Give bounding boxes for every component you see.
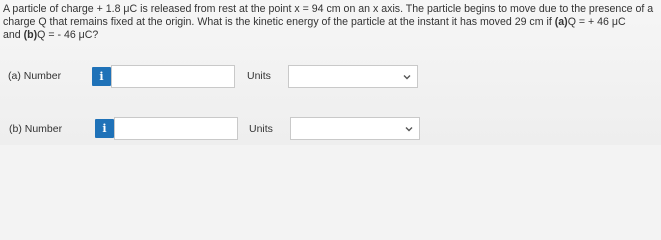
number-input-b[interactable] bbox=[114, 117, 238, 140]
info-icon[interactable]: i bbox=[92, 67, 111, 86]
answer-row-b bbox=[0, 117, 661, 141]
answer-label-a: (a) Number bbox=[8, 70, 62, 82]
part-b-marker: (b) bbox=[23, 29, 38, 41]
units-label-b: Units bbox=[249, 123, 273, 135]
answer-row-a bbox=[0, 64, 661, 88]
units-select-b[interactable] bbox=[290, 117, 420, 140]
answer-label-b: (b) Number bbox=[9, 123, 63, 135]
info-icon[interactable]: i bbox=[95, 119, 114, 138]
number-input-a[interactable] bbox=[111, 65, 235, 88]
units-select-a[interactable] bbox=[288, 65, 418, 88]
part-a-marker: (a) bbox=[554, 16, 568, 28]
and-word: and bbox=[3, 29, 24, 41]
chevron-down-icon bbox=[403, 73, 411, 81]
part-a-condition: Q = + 46 μC bbox=[567, 16, 626, 28]
question-body: A particle of charge + 1.8 μC is released from rest at the point x = 94 cm on an x axis. The particle begins to move due to the presence of a charge Q that remains fixed at the origin. What is the kinetic energy of the particle at the instant it has moved 29 cm if bbox=[3, 3, 654, 28]
part-b-condition: Q = - 46 μC? bbox=[37, 29, 99, 41]
units-label-a: Units bbox=[247, 70, 271, 82]
question-text bbox=[3, 3, 657, 42]
chevron-down-icon bbox=[405, 125, 413, 133]
